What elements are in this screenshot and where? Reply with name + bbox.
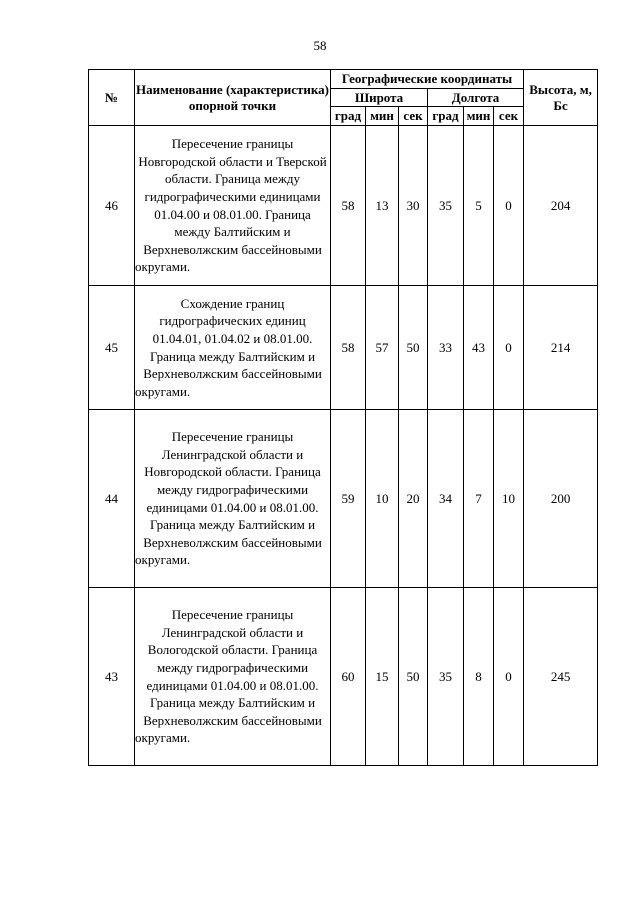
lat-min: 57 — [366, 286, 399, 410]
lat-deg: 58 — [331, 286, 366, 410]
lon-deg: 33 — [428, 286, 464, 410]
lon-deg: 34 — [428, 410, 464, 588]
height-value: 204 — [524, 126, 598, 286]
page-number: 58 — [313, 38, 327, 53]
height-value: 245 — [524, 588, 598, 766]
header-lon-min: мин — [464, 107, 494, 126]
lat-deg: 59 — [331, 410, 366, 588]
header-name: Наименование (характеристика) опорной точки — [135, 70, 331, 126]
lat-sec: 50 — [399, 588, 428, 766]
lon-deg: 35 — [428, 126, 464, 286]
lat-min: 15 — [366, 588, 399, 766]
lon-sec: 0 — [494, 286, 524, 410]
lat-deg: 60 — [331, 588, 366, 766]
lat-min: 10 — [366, 410, 399, 588]
header-height: Высота, м, Бс — [524, 70, 598, 126]
point-number: 45 — [89, 286, 135, 410]
header-number: № — [89, 70, 135, 126]
header-lon-sec: сек — [494, 107, 524, 126]
header-latitude: Широта — [331, 89, 428, 107]
point-number: 44 — [89, 410, 135, 588]
point-number: 46 — [89, 126, 135, 286]
lon-min: 5 — [464, 126, 494, 286]
header-lat-sec: сек — [399, 107, 428, 126]
header-longitude: Долгота — [428, 89, 524, 107]
point-description: Схождение границ гидрографических единиц 01.04.01, 01.04.02 и 08.01.00. Граница между Балтийским и Верхневолжским бассейновыми округами. — [135, 286, 331, 410]
lat-sec: 50 — [399, 286, 428, 410]
header-lat-deg: град — [331, 107, 366, 126]
point-description: Пересечение границы Новгородской области и Тверской области. Граница между гидрографическими единицами 01.04.00 и 08.01.00. Граница между Балтийским и Верхневолжским бассейновыми округами. — [135, 126, 331, 286]
point-description: Пересечение границы Ленинградской области и Новгородской области. Граница между гидрографическими единицами 01.04.00 и 08.01.00. Граница между Балтийским и Верхневолжским бассейновыми округами. — [135, 410, 331, 588]
lon-min: 7 — [464, 410, 494, 588]
table-row — [89, 286, 598, 410]
lon-sec: 10 — [494, 410, 524, 588]
header-lon-deg: град — [428, 107, 464, 126]
coordinates-table — [88, 69, 598, 766]
table-row — [89, 126, 598, 286]
height-value: 200 — [524, 410, 598, 588]
lon-deg: 35 — [428, 588, 464, 766]
header-geo-coordinates: Географические координаты — [331, 70, 524, 89]
header-lat-min: мин — [366, 107, 399, 126]
lon-sec: 0 — [494, 126, 524, 286]
height-value: 214 — [524, 286, 598, 410]
lon-sec: 0 — [494, 588, 524, 766]
table-row — [89, 588, 598, 766]
point-description: Пересечение границы Ленинградской области и Вологодской области. Граница между гидрографическими единицами 01.04.00 и 08.01.00. Граница между Балтийским и Верхневолжским бассейновыми округами. — [135, 588, 331, 766]
lat-deg: 58 — [331, 126, 366, 286]
lat-min: 13 — [366, 126, 399, 286]
lat-sec: 20 — [399, 410, 428, 588]
table-row — [89, 410, 598, 588]
lat-sec: 30 — [399, 126, 428, 286]
point-number: 43 — [89, 588, 135, 766]
lon-min: 43 — [464, 286, 494, 410]
lon-min: 8 — [464, 588, 494, 766]
